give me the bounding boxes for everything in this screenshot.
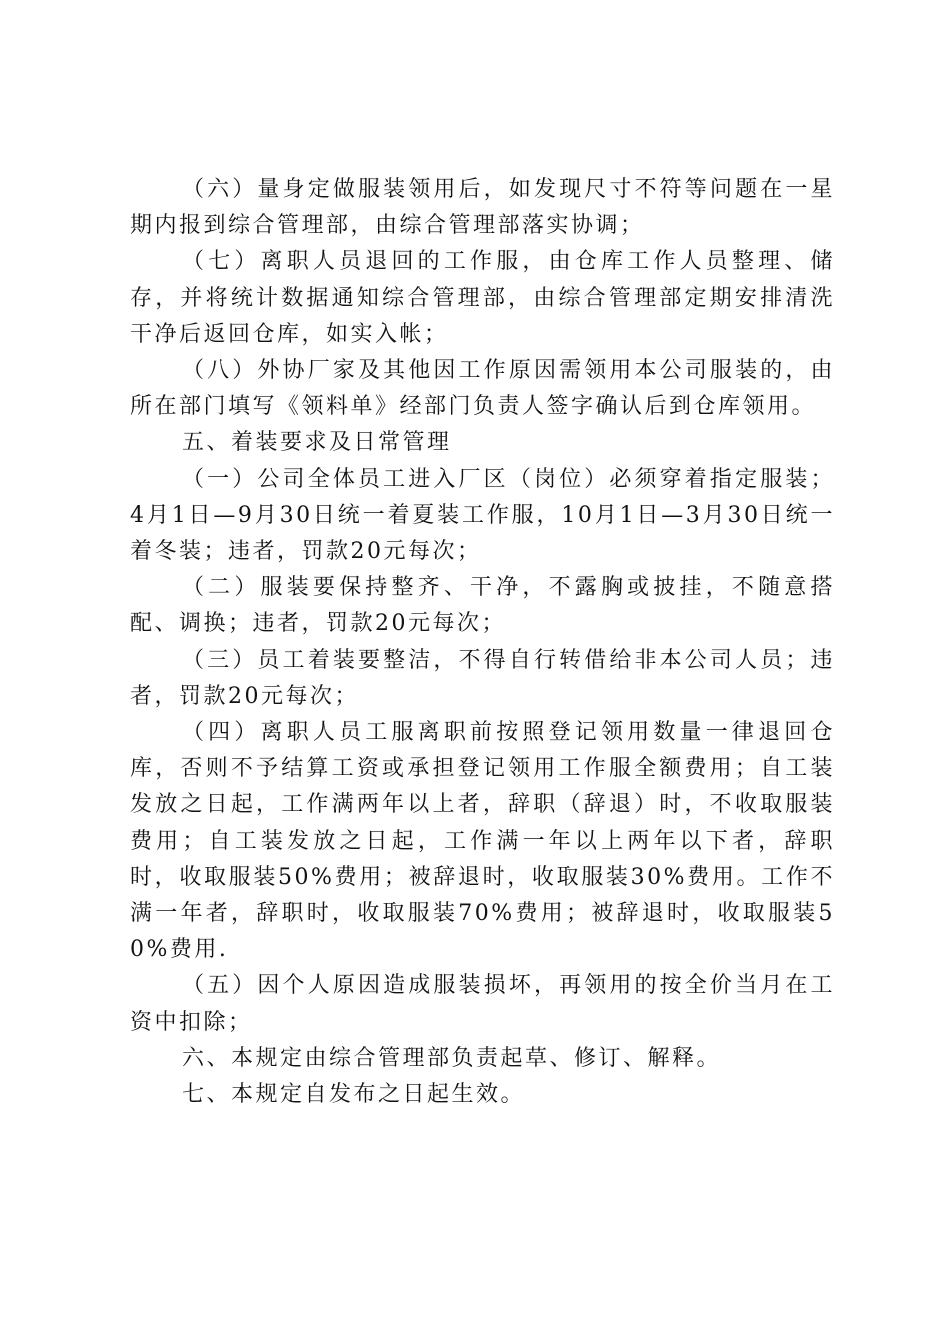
paragraph-rule-5: （五）因个人原因造成服装损坏，再领用的按全价当月在工资中扣除；: [130, 973, 835, 1035]
paragraph-rule-1: （一）公司全体员工进入厂区（岗位）必须穿着指定服装；4月1日—9月30日统一着夏装工作服，10月1日—3月30日统一着冬装；违者，罚款20元每次；: [130, 466, 835, 565]
paragraph-rule-2: （二）服装要保持整齐、干净，不露胸或披挂，不随意搭配、调换；违者，罚款20元每次；: [130, 575, 835, 637]
document-body: [130, 172, 835, 1113]
paragraph-clause-8: （八）外协厂家及其他因工作原因需领用本公司服装的，由所在部门填写《领料单》经部门负责人签字确认后到仓库领用。: [130, 358, 835, 420]
paragraph-rule-3: （三）员工着装要整洁，不得自行转借给非本公司人员；违者，罚款20元每次；: [130, 647, 835, 709]
section-heading-5: 五、着装要求及日常管理: [182, 430, 452, 456]
paragraph-rule-4: （四）离职人员工服离职前按照登记领用数量一律退回仓库，否则不予结算工资或承担登记领用工作服全额费用；自工装发放之日起，工作满两年以上者，辞职（辞退）时，不收取服装费用；自工装发放之日起，工作满一年以上两年以下者，辞职时，收取服装50%费用；被辞退时，收取服装30%费用。工作不满一年者，辞职时，收取服装70%费用；被辞退时，收取服装50%费用.: [130, 720, 835, 963]
section-heading-7: 七、本规定自发布之日起生效。: [182, 1082, 526, 1108]
paragraph-clause-6: （六）量身定做服装领用后，如发现尺寸不符等问题在一星期内报到综合管理部，由综合管理部落实协调；: [130, 177, 835, 239]
paragraph-clause-7: （七）离职人员退回的工作服，由仓库工作人员整理、储存，并将统计数据通知综合管理部，由综合管理部定期安排清洗干净后返回仓库，如实入帐；: [130, 249, 835, 347]
section-heading-6: 六、本规定由综合管理部负责起草、修订、解释。: [182, 1045, 722, 1071]
